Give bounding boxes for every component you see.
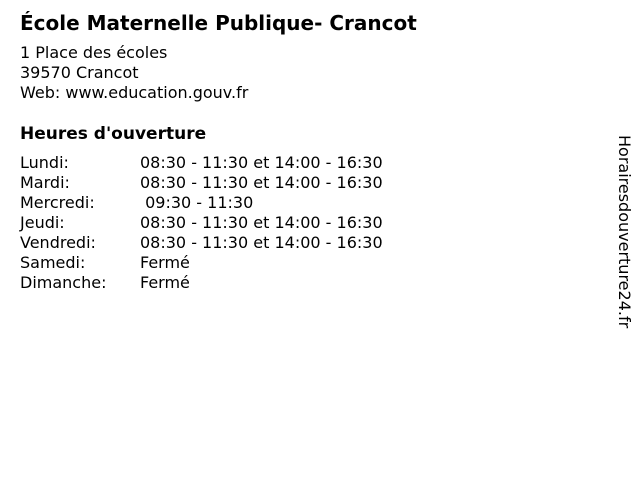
address-web: Web: www.education.gouv.fr: [20, 83, 249, 102]
day-hours: 08:30 - 11:30 et 14:00 - 16:30: [140, 233, 383, 252]
day-label: Jeudi:: [20, 213, 65, 232]
address-block: [20, 43, 248, 103]
day-hours: 08:30 - 11:30 et 14:00 - 16:30: [140, 153, 383, 172]
opening-hours-table: [20, 153, 383, 293]
hours-row-monday: [20, 153, 383, 173]
day-hours: Fermé: [140, 273, 190, 292]
day-label: Lundi:: [20, 153, 69, 172]
day-hours: 09:30 - 11:30: [140, 193, 254, 212]
page-title: École Maternelle Publique- Crancot: [20, 11, 417, 35]
site-brand-watermark: Horairesdouverture24.fr: [615, 135, 634, 329]
hours-row-thursday: [20, 213, 383, 233]
hours-row-friday: [20, 233, 383, 253]
address-city: 39570 Crancot: [20, 63, 139, 82]
hours-row-saturday: [20, 253, 383, 273]
day-label: Mardi:: [20, 173, 70, 192]
day-hours: 08:30 - 11:30 et 14:00 - 16:30: [140, 213, 383, 232]
day-hours: Fermé: [140, 253, 190, 272]
hours-row-wednesday: [20, 193, 383, 213]
opening-hours-heading: Heures d'ouverture: [20, 124, 207, 144]
hours-row-sunday: [20, 273, 383, 293]
day-hours: 08:30 - 11:30 et 14:00 - 16:30: [140, 173, 383, 192]
day-label: Mercredi:: [20, 193, 95, 212]
address-street: 1 Place des écoles: [20, 43, 168, 62]
hours-row-tuesday: [20, 173, 383, 193]
day-label: Vendredi:: [20, 233, 96, 252]
day-label: Samedi:: [20, 253, 86, 272]
day-label: Dimanche:: [20, 273, 107, 292]
